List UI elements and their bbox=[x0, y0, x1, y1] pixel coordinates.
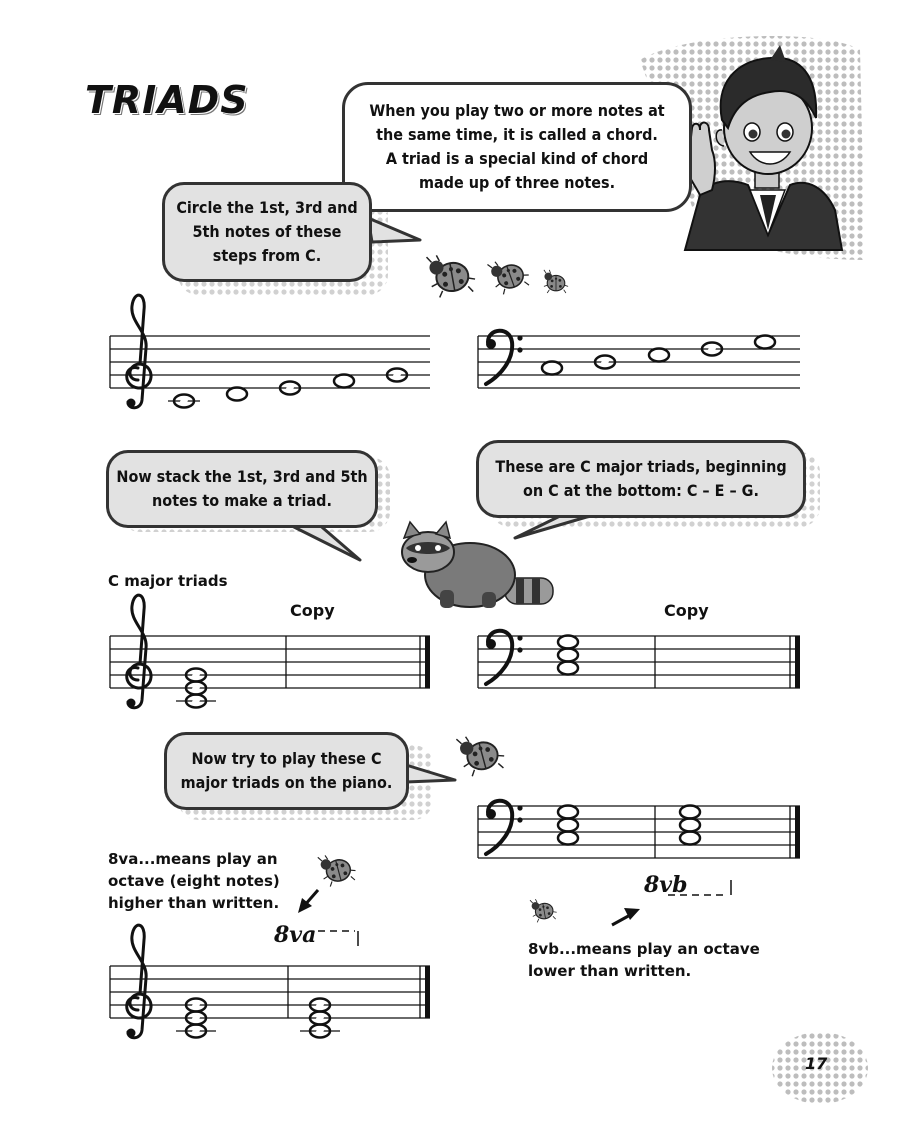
bubble-text: on C at the bottom: C – E – G. bbox=[523, 481, 759, 500]
ladybug-icon bbox=[487, 252, 532, 296]
treble-staff-triad bbox=[110, 636, 430, 701]
bubble-text: the same time, it is called a chord. bbox=[376, 125, 658, 144]
bubble-text: steps from C. bbox=[212, 246, 322, 265]
note-f bbox=[334, 375, 354, 388]
speech-bubble-chord bbox=[342, 82, 692, 212]
treble-staff-8va bbox=[110, 966, 430, 1031]
treble-clef-icon bbox=[127, 925, 152, 1038]
note-g bbox=[558, 636, 578, 649]
note-text: 8va...means play an bbox=[108, 850, 278, 868]
note-c bbox=[542, 362, 562, 375]
note-g bbox=[558, 806, 578, 819]
ottava-alta-mark: 8va bbox=[274, 922, 317, 948]
copy-label: Copy bbox=[664, 601, 709, 620]
treble-clef-icon bbox=[127, 295, 152, 408]
bubble-text: When you play two or more notes at bbox=[369, 101, 665, 120]
note-8vb bbox=[528, 938, 760, 982]
note-text: lower than written. bbox=[528, 962, 692, 980]
ladybug-icon bbox=[318, 849, 358, 888]
note-g bbox=[680, 806, 700, 819]
bubble-text: Now try to play these C bbox=[191, 749, 382, 768]
note-c bbox=[558, 662, 578, 675]
speech-bubble-stack bbox=[106, 450, 378, 528]
treble-staff-scale bbox=[110, 336, 430, 401]
ladybug-icon bbox=[456, 728, 507, 777]
ottava-alta-bracket bbox=[318, 931, 358, 946]
note-c bbox=[558, 832, 578, 845]
bass-staff-triad bbox=[478, 636, 800, 688]
bass-clef-icon bbox=[486, 801, 523, 854]
ladybug-icon bbox=[530, 896, 558, 923]
ladybug-icon bbox=[427, 250, 478, 299]
bubble-text: made up of three notes. bbox=[418, 173, 616, 192]
note-g bbox=[755, 336, 775, 349]
note-e bbox=[558, 649, 578, 662]
copy-label: Copy bbox=[290, 601, 335, 620]
bass-clef-icon bbox=[486, 331, 523, 384]
note-c bbox=[680, 832, 700, 845]
bubble-text: notes to make a triad. bbox=[152, 491, 332, 510]
ottava-bassa-mark: 8vb bbox=[644, 872, 688, 898]
bubble-text: Now stack the 1st, 3rd and 5th bbox=[116, 467, 368, 486]
page-number: 17 bbox=[805, 1054, 828, 1073]
arrow-icon bbox=[612, 908, 640, 925]
bubble-text: 5th notes of these bbox=[192, 222, 342, 241]
bubble-text: A triad is a special kind of chord bbox=[385, 149, 649, 168]
note-e bbox=[649, 349, 669, 362]
ladybug-icon bbox=[544, 270, 568, 293]
note-text: 8vb...means play an octave bbox=[528, 940, 760, 958]
speech-bubble-major bbox=[476, 440, 806, 518]
speech-bubble-play bbox=[164, 732, 409, 810]
speech-bubble-circle bbox=[162, 182, 372, 282]
section-label: C major triads bbox=[108, 572, 228, 590]
bubble-text: major triads on the piano. bbox=[180, 773, 393, 792]
note-text: octave (eight notes) bbox=[108, 872, 280, 890]
bass-staff-play bbox=[478, 806, 800, 858]
bubble-text: These are C major triads, beginning bbox=[495, 457, 787, 476]
note-8va bbox=[108, 848, 280, 914]
page-title: TRIADS bbox=[85, 78, 249, 122]
note-d bbox=[227, 388, 247, 401]
bubble-tail bbox=[368, 218, 420, 242]
treble-clef-icon bbox=[127, 595, 152, 708]
note-e bbox=[558, 819, 578, 832]
bass-staff-scale bbox=[478, 336, 800, 388]
arrow-icon bbox=[298, 890, 318, 913]
bubble-text: Circle the 1st, 3rd and bbox=[176, 198, 358, 217]
note-e bbox=[680, 819, 700, 832]
note-text: higher than written. bbox=[108, 894, 280, 912]
bass-clef-icon bbox=[486, 631, 523, 684]
